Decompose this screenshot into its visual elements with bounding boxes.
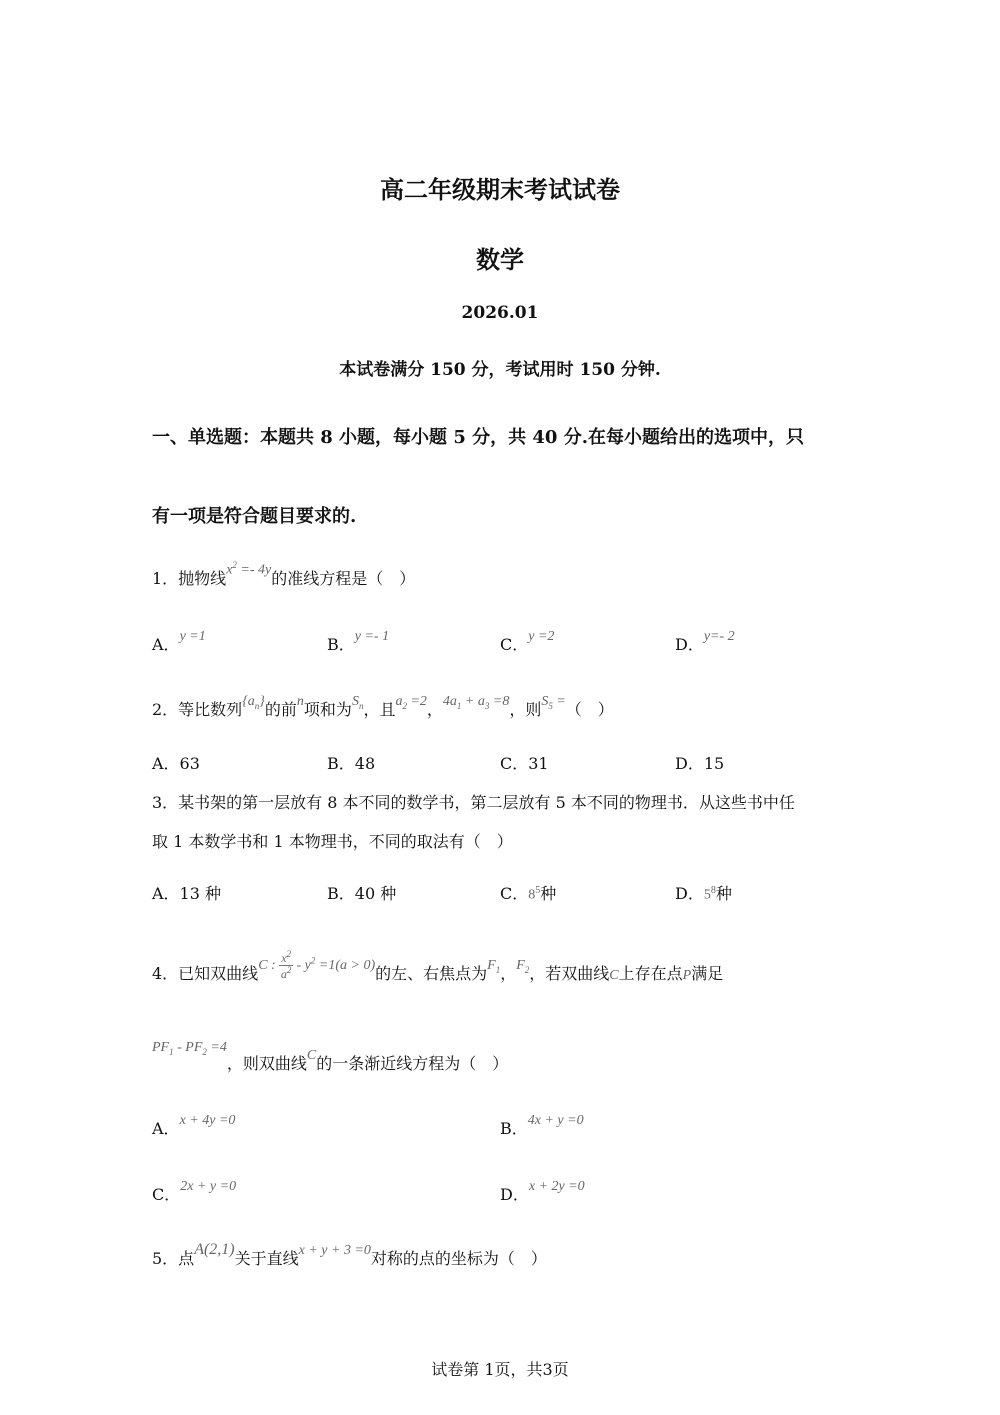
question-2-sn: $S_n$ [351,694,364,711]
question-4-line1: 4．已知双曲线C : $\frac{x^2}{a^2}$ - $y^2 =1(a > 0)$的左、右焦点为$F_1$，$F_2$，若双曲线C上存在点P满足 [152,949,724,983]
exam-note: 本试卷满分 150 分，考试用时 150 分钟. [339,360,661,380]
question-4-option-a: A．x + 4y =0 [152,1113,236,1138]
question-2-a2: $a_2 =2$ [395,694,427,711]
question-3-option-b: B．40 种 [327,884,397,903]
question-2-option-a: A．63 [152,754,200,773]
question-2-option-c: C．31 [500,754,549,773]
section-heading-line2: 有一项是符合题目要求的. [152,506,357,527]
question-4-f2: $F_2$ [516,957,530,975]
exam-date: 2026.01 [461,303,539,323]
question-1-suffix: 的准线方程是（ ） [271,569,416,588]
question-1-option-c: C．y =2 [500,629,555,654]
question-4-option-c: C．2x + y =0 [152,1179,237,1204]
question-2-option-b: B．48 [327,754,376,773]
question-4-hyperbola: C : $\frac{x^2}{a^2}$ - $y^2 =1(a > 0)$ [258,949,376,982]
question-5-line: x + y + 3 =0 [298,1243,371,1258]
question-4-option-b: B．4x + y =0 [500,1113,584,1138]
page-footer: 试卷第 1页，共3页 [431,1360,569,1379]
question-3-line1: 3．某书架的第一层放有 8 本不同的数学书，第二层放有 5 本不同的物理书．从这些书中任 [152,793,795,812]
question-5: 5．点A(2,1)关于直线x + y + 3 =0对称的点的坐标为（ ） [152,1241,547,1268]
question-5-point: A(2,1) [194,1241,235,1258]
question-2-n: n [296,694,304,709]
question-4-condition: $PF_1 - PF_2 =4$ [152,1040,227,1057]
exam-title: 高二年级期末考试试卷 [380,175,620,204]
question-4-line2: $PF_1 - PF_2 =4$，则双曲线C的一条渐近线方程为（ ） [152,1040,509,1073]
question-4-f1: $F_1$ [487,957,501,975]
question-1-formula: $x^2 =- 4y$ [226,560,272,578]
question-4-p: P [682,967,692,983]
question-2-condition: $4a_1 + a_3 =8$ [442,694,510,711]
question-4-option-d: D．x + 2y =0 [500,1179,585,1204]
question-3-option-c: C．$8^5$种 [500,884,557,903]
question-2: 2．等比数列$\{a_n\}$的前n项和为$S_n$，且$a_2 =2$，$4a_1 + a_3 =8$，则$S_5$ =（ ） [152,694,614,719]
question-1-option-d: D．y=- 2 [675,629,735,654]
question-1 [152,560,416,589]
question-3-line2: 取 1 本数学书和 1 本物理书，不同的取法有（ ） [152,832,513,851]
question-1-option-b: B．y =- 1 [327,629,390,654]
exam-subject: 数学 [476,245,524,274]
question-2-sequence: $\{a_n\}$ [242,694,265,711]
question-3-option-d: D．$5^8$种 [675,884,732,903]
question-1-option-a: A．y =1 [152,629,206,654]
question-4-c: C [609,967,619,983]
question-3-option-a: A．13 种 [152,884,222,903]
question-4-c2: C [306,1048,317,1063]
question-2-option-d: D．15 [675,754,725,773]
question-2-s5: $S_5$ = [541,694,566,711]
question-1-prefix: 1．抛物线 [152,569,227,588]
section-heading-line1: 一、单选题：本题共 8 小题，每小题 5 分，共 40 分.在每小题给出的选项中，只 [152,427,804,448]
